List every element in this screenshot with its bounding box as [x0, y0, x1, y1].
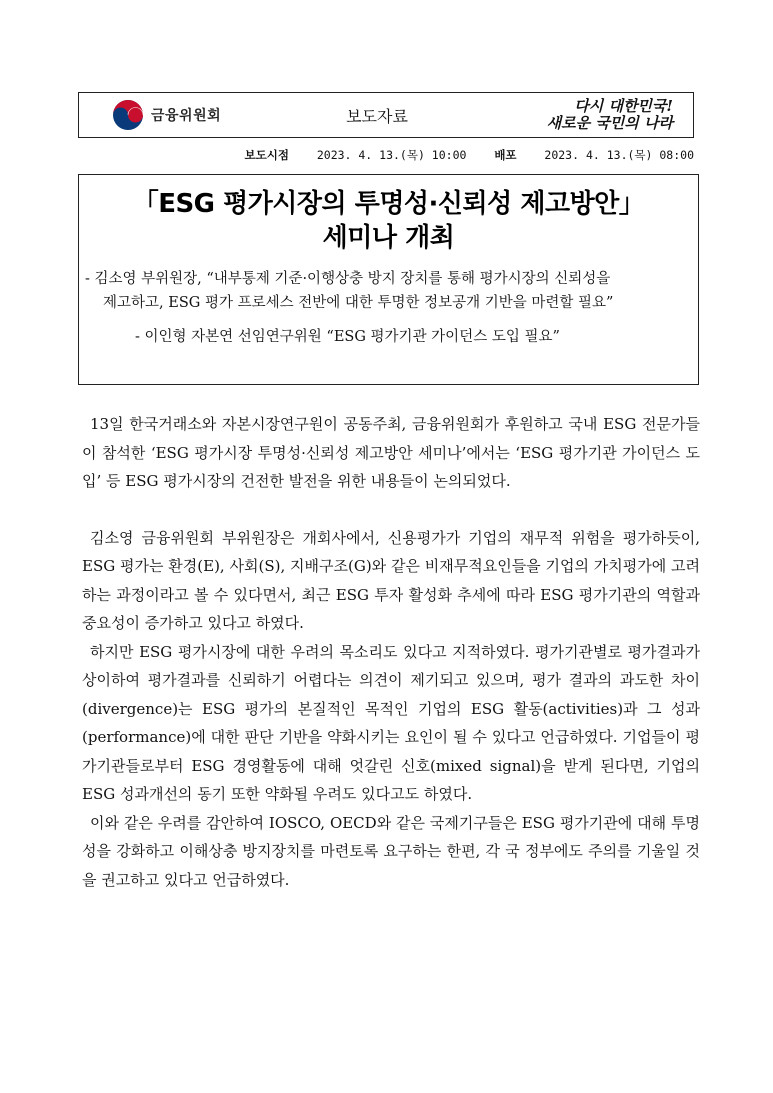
body-paragraph-2: 김소영 금융위원회 부위원장은 개회사에서, 신용평가가 기업의 재무적 위험을 평가하듯이, ESG 평가는 환경(E), 사회(S), 지배구조(G)와 같은 비재무적요인들을 기업의 가치평가에 고려하는 과정이라고 볼 수 있다면서, 최근 ESG 투자 활성화 추세에 따라 ESG 평가기관의 역할과 중요성이 증가하고 있다고 하였다.: [82, 528, 700, 632]
press-time-label: 보도시점: [244, 148, 289, 162]
subtitle-quote-1-line-1: - 김소영 부위원장, “내부통제 기준·이행상충 방지 장치를 통해 평가시장의 신뢰성을: [85, 271, 611, 287]
header-box: [78, 92, 694, 138]
body-paragraph-1: 13일 한국거래소와 자본시장연구원이 공동주최, 금융위원회가 후원하고 국내 ESG 전문가들이 참석한 ‘ESG 평가시장 투명성·신뢰성 제고방안 세미나’에서는 ‘ESG 평가기관 가이던스 도입’ 등 ESG 평가시장의 건전한 발전을 위한 내용들이 논의되었다.: [82, 415, 700, 490]
subtitle-quote-2: - 이인형 자본연 선임연구위원 “ESG 평가기관 가이던스 도입 필요”: [135, 329, 560, 345]
slogan-line-2: 새로운 국민의 나라: [546, 114, 673, 132]
doc-type-title: 보도자료: [346, 106, 408, 126]
body-paragraph-3: 하지만 ESG 평가시장에 대한 우려의 목소리도 있다고 지적하였다. 평가기관별로 평가결과가 상이하여 평가결과를 신뢰하기 어렵다는 의견이 제기되고 있으며, 평가 결과의 과도한 차이(divergence)는 ESG 평가의 본질적인 목적인 기업의 ESG 활동(activities)과 그 성과(performance)에 대한 판단 기반을 약화시키는 요인이 될 수 있다고 언급하였다. 기업들이 평가기관들로부터 ESG 경영활동에 대해 엇갈린 신호(mixed signal)을 받게 된다면, 기업의 ESG 성과개선의 동기 또한 약화될 우려도 있다고도 하였다.: [82, 642, 700, 803]
slogan: [503, 98, 673, 132]
press-time-value: 2023. 4. 13.(목) 10:00: [316, 148, 467, 162]
main-title-line-2: 세미나 개최: [322, 223, 455, 253]
release-timing: [78, 147, 694, 163]
taegeuk-logo-icon: [111, 98, 145, 132]
title-box: [78, 174, 699, 385]
subtitle-quote-1-line-2: 제고하고, ESG 평가 프로세스 전반에 대한 투명한 정보공개 기반을 마련할 필요”: [103, 295, 614, 311]
main-title-line-1: 「ESG 평가시장의 투명성·신뢰성 제고방안」: [132, 189, 645, 219]
main-title: [79, 187, 698, 255]
org-name: 금융위원회: [151, 108, 222, 124]
body-text: [82, 410, 700, 894]
distribution-label: 배포: [494, 148, 517, 162]
slogan-line-1: 다시 대한민국!: [574, 97, 673, 115]
org-logo: [111, 98, 291, 132]
body-paragraph-4: 이와 같은 우려를 감안하여 IOSCO, OECD와 같은 국제기구들은 ESG 평가기관에 대해 투명성을 강화하고 이해상충 방지장치를 마련토록 요구하는 한편, 각 국 정부에도 주의를 기울일 것을 권고하고 있다고 언급하였다.: [82, 813, 700, 889]
distribution-time-value: 2023. 4. 13.(목) 08:00: [544, 148, 694, 162]
